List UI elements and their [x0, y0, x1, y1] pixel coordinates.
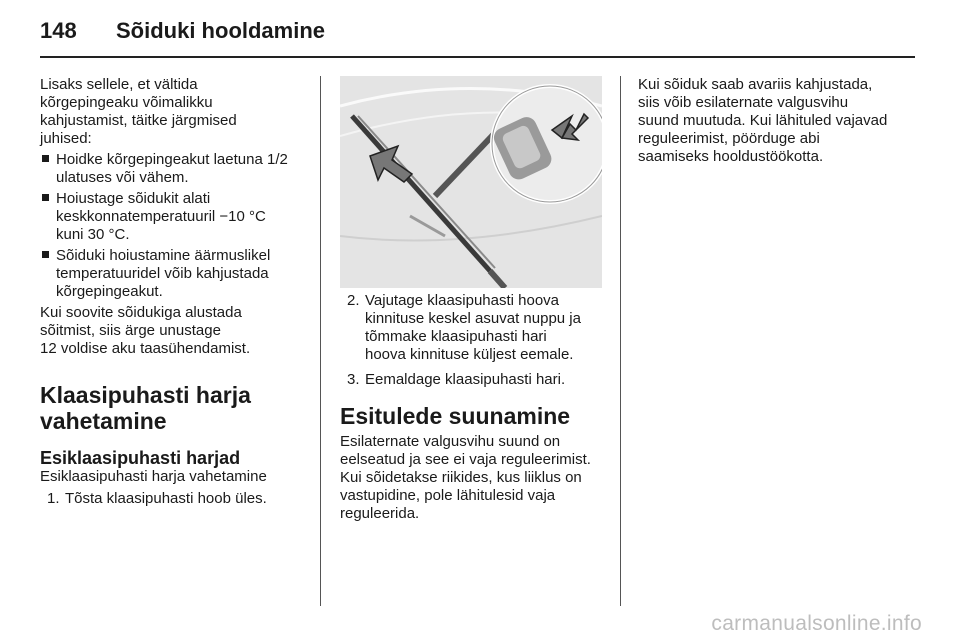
column-right	[638, 76, 923, 166]
square-bullet-icon	[42, 155, 49, 162]
step-list	[340, 292, 610, 389]
section-heading: Esitulede suunamine	[340, 403, 571, 429]
paragraph: Kui soovite sõidukiga alustada sõitmist, siis ärge unustage 12 voldise aku taasühendamist.	[40, 304, 251, 357]
paragraph: Kui sõiduk saab avariis kahjustada, siis võib esilaternate valgusvihu suund muutuda. Kui lähituled vajavad reguleerimist, pöörduge abi saamiseks hooldustöökotta.	[638, 76, 888, 165]
intro-paragraph: Lisaks sellele, et vältida kõrgepingeaku võimalikku kahjustamist, täitke järgmised juhised:	[40, 76, 237, 147]
step-list	[40, 490, 310, 508]
list-item: 3. Eemaldage klaasipuhasti hari.	[347, 371, 566, 388]
list-item: Hoidke kõrgepingeakut laetuna 1/2 ulatuses või vähem.	[40, 151, 310, 187]
list-item: Hoiustage sõidukit alati keskkonnatemperatuuril −10 °C kuni 30 °C.	[40, 190, 310, 244]
list-item: Sõiduki hoiustamine äärmuslikel temperatuuridel võib kahjustada kõrgepingeakut.	[40, 247, 310, 301]
square-bullet-icon	[42, 194, 49, 201]
wiper-illustration	[340, 76, 602, 288]
section-heading: Klaasipuhasti harja vahetamine	[40, 382, 251, 434]
list-item: 1. Tõsta klaasipuhasti hoob üles.	[47, 490, 267, 507]
step-number: 2.	[347, 292, 360, 309]
watermark: carmanualsonline.info	[711, 612, 922, 635]
list-item: 2. Vajutage klaasipuhasti hoova kinnituse keskel asuvat nuppu ja tõmmake klaasipuhasti hari hoova kinnituse küljest eemale.	[347, 292, 581, 363]
page-number: 148	[40, 18, 77, 43]
step-number: 3.	[347, 371, 360, 388]
column-middle	[340, 76, 610, 523]
step-number: 1.	[47, 490, 60, 507]
column-divider	[320, 76, 321, 606]
wiper-arm-illustration	[340, 76, 602, 288]
square-bullet-icon	[42, 251, 49, 258]
subsection-heading: Esiklaasipuhasti harjad	[40, 448, 241, 468]
paragraph: Esiklaasipuhasti harja vahetamine	[40, 468, 267, 485]
bullet-list	[40, 151, 310, 301]
column-left	[40, 76, 310, 515]
header-divider	[40, 56, 915, 58]
page-title: Sõiduki hooldamine	[116, 18, 326, 43]
paragraph: Esilaternate valgusvihu suund on eelseatud ja see ei vaja reguleerimist. Kui sõidetakse riikides, kus liiklus on vastupidine, pole lähitulesid vaja reguleerida.	[340, 433, 591, 522]
column-divider	[620, 76, 621, 606]
